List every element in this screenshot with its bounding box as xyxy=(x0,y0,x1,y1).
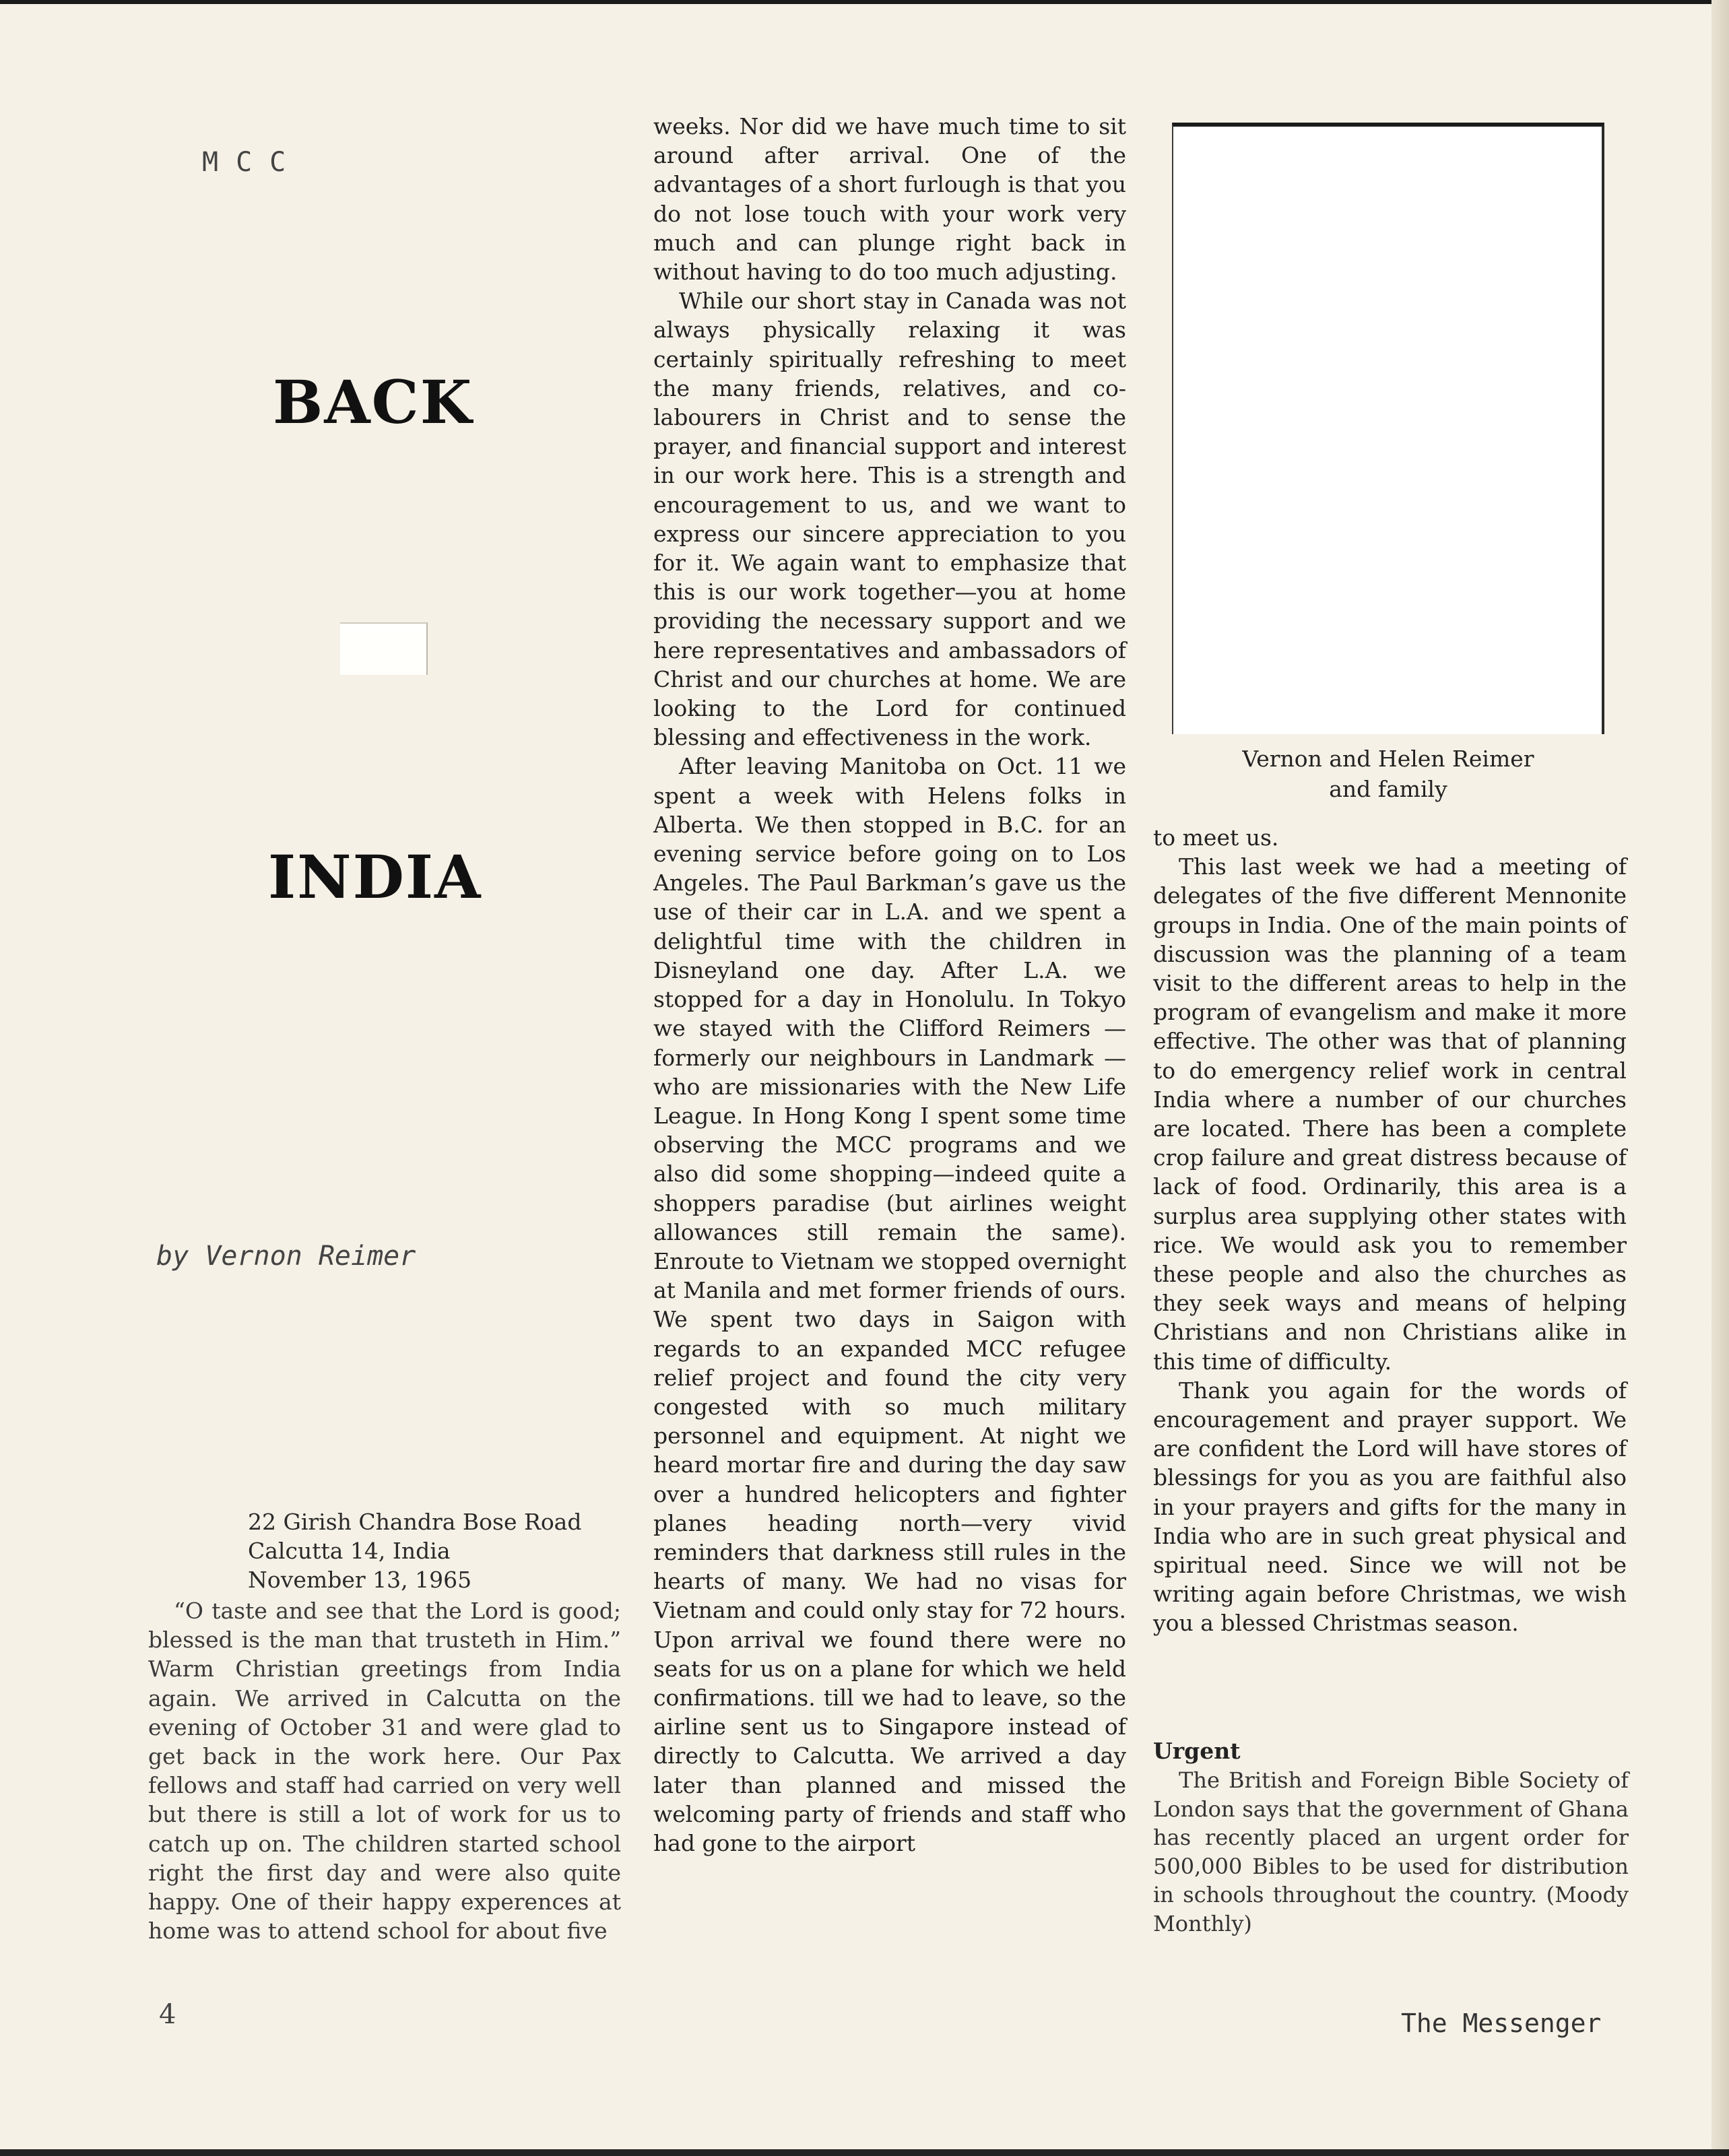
publication-name: The Messenger xyxy=(1401,2008,1602,2038)
address-city: Calcutta 14, India xyxy=(248,1538,451,1564)
article-paragraph: Thank you again for the words of encouragement and prayer support. We are confident the Lord will have stores of blessings for you as you are faithful also in your prayers and gifts for the many in India who are in such great physical and spiritual need. Since we will not be writing again before Christmas, we wish you a blessed Christmas season. xyxy=(1153,1377,1627,1637)
headline-india: INDIA xyxy=(268,842,482,912)
page-right-edge xyxy=(1711,0,1729,2156)
urgent-heading: Urgent xyxy=(1153,1738,1241,1764)
photo-caption xyxy=(1172,744,1604,804)
address-street: 22 Girish Chandra Bose Road xyxy=(248,1509,582,1535)
headline-back: BACK xyxy=(273,367,474,437)
article-paragraph: “O taste and see that the Lord is good; blessed is the man that trusteth in Him.” Warm Christian greetings from India again. We arrived in Calcutta on the evening of October 31 and were glad to get back in the work here. Our Pax fellows and staff had carried on very well but there is still a lot of work for us to catch up on. The children started school right the first day and were also quite happy. One of their happy experences at home was to attend school for about five xyxy=(148,1598,621,1945)
urgent-body: The British and Foreign Bible Society of London says that the government of Ghana has recently placed an urgent order for 500,000 Bibles to be used for distribution in schools throughout the country. (Moody Monthly) xyxy=(1153,1767,1629,1936)
urgent-notice xyxy=(1153,1766,1629,1938)
page-number: 4 xyxy=(159,1999,176,2030)
family-photo xyxy=(1172,123,1604,734)
page-bottom-edge xyxy=(0,2149,1729,2156)
article-paragraph: After leaving Manitoba on Oct. 11 we spent a week with Helens folks in Alberta. We then stopped in B.C. for an evening service before going on to Los Angeles. The Paul Barkman’s gave us the use of their car in L.A. and we spent a delightful time with the children in Disneyland one day. After L.A. we stopped for a day in Honolulu. In Tokyo we stayed with the Clifford Reimers — formerly our neighbours in Landmark — who are missionaries with the New Life League. In Hong Kong I spent some time observing the MCC programs and we also did some shopping—indeed quite a shoppers paradise (but airlines weight allowances still remain the same). Enroute to Vietnam we stopped overnight at Manila and met former friends of ours. We spent two days in Saigon with regards to an expanded MCC refugee relief project and found the city very congested with so much military personnel and equipment. At night we heard mortar fire and during the day saw over a hundred helicopters and fighter planes heading north—very vivid reminders that darkness still rules in the hearts of many. We had no visas for Vietnam and could only stay for 72 hours. Upon arrival we found there were no seats for us on a plane for which we held confirmations. till we had to leave, so the airline sent us to Singapore instead of directly to Calcutta. We arrived a day later than planned and missed the welcoming party of friends and staff who had gone to the airport xyxy=(653,753,1126,1856)
article-column-3 xyxy=(1153,823,1627,1638)
byline: by Vernon Reimer xyxy=(156,1241,416,1272)
caption-line-1: Vernon and Helen Reimer xyxy=(1242,746,1534,772)
article-paragraph: weeks. Nor did we have much time to sit around after arrival. One of the advantages of a short furlough is that you do not lose touch with your work very much and can plunge right back in without having to do too much adjusting. xyxy=(653,113,1126,286)
article-column-2 xyxy=(653,112,1126,1858)
article-paragraph: to meet us. xyxy=(1153,824,1279,851)
article-paragraph: This last week we had a meeting of delegates of the five different Mennonite groups in India. One of the main points of discussion was the planning of a team visit to the different areas to help in the program of evangelism and make it more effective. The other was that of planning to do emergency relief work in central India where a number of our churches are located. There has been a complete crop failure and great distress because of lack of food. Ordinarily, this area is a surplus area supplying other states with rice. We would ask you to remember these people and also the churches as they seek ways and means of helping Christians and non Christians alike in this time of difficulty. xyxy=(1153,853,1627,1375)
caption-line-2: and family xyxy=(1329,776,1447,802)
blank-patch xyxy=(340,622,428,675)
letter-address xyxy=(248,1507,581,1594)
org-label: MCC xyxy=(202,147,304,178)
page-top-edge xyxy=(0,0,1729,4)
address-date: November 13, 1965 xyxy=(248,1567,472,1593)
article-paragraph: While our short stay in Canada was not always physically relaxing it was certainly spiritually refreshing to meet the many friends, relatives, and co-labourers in Christ and to sense the prayer, and financial support and interest in our work here. This is a strength and encouragement to us, and we want to express our sincere appreciation to you for it. We again want to emphasize that this is our work together—you at home providing the necessary support and we here representatives and ambassadors of Christ and our churches at home. We are looking to the Lord for continued blessing and effectiveness in the work. xyxy=(653,288,1126,751)
article-column-1 xyxy=(148,1596,621,1945)
